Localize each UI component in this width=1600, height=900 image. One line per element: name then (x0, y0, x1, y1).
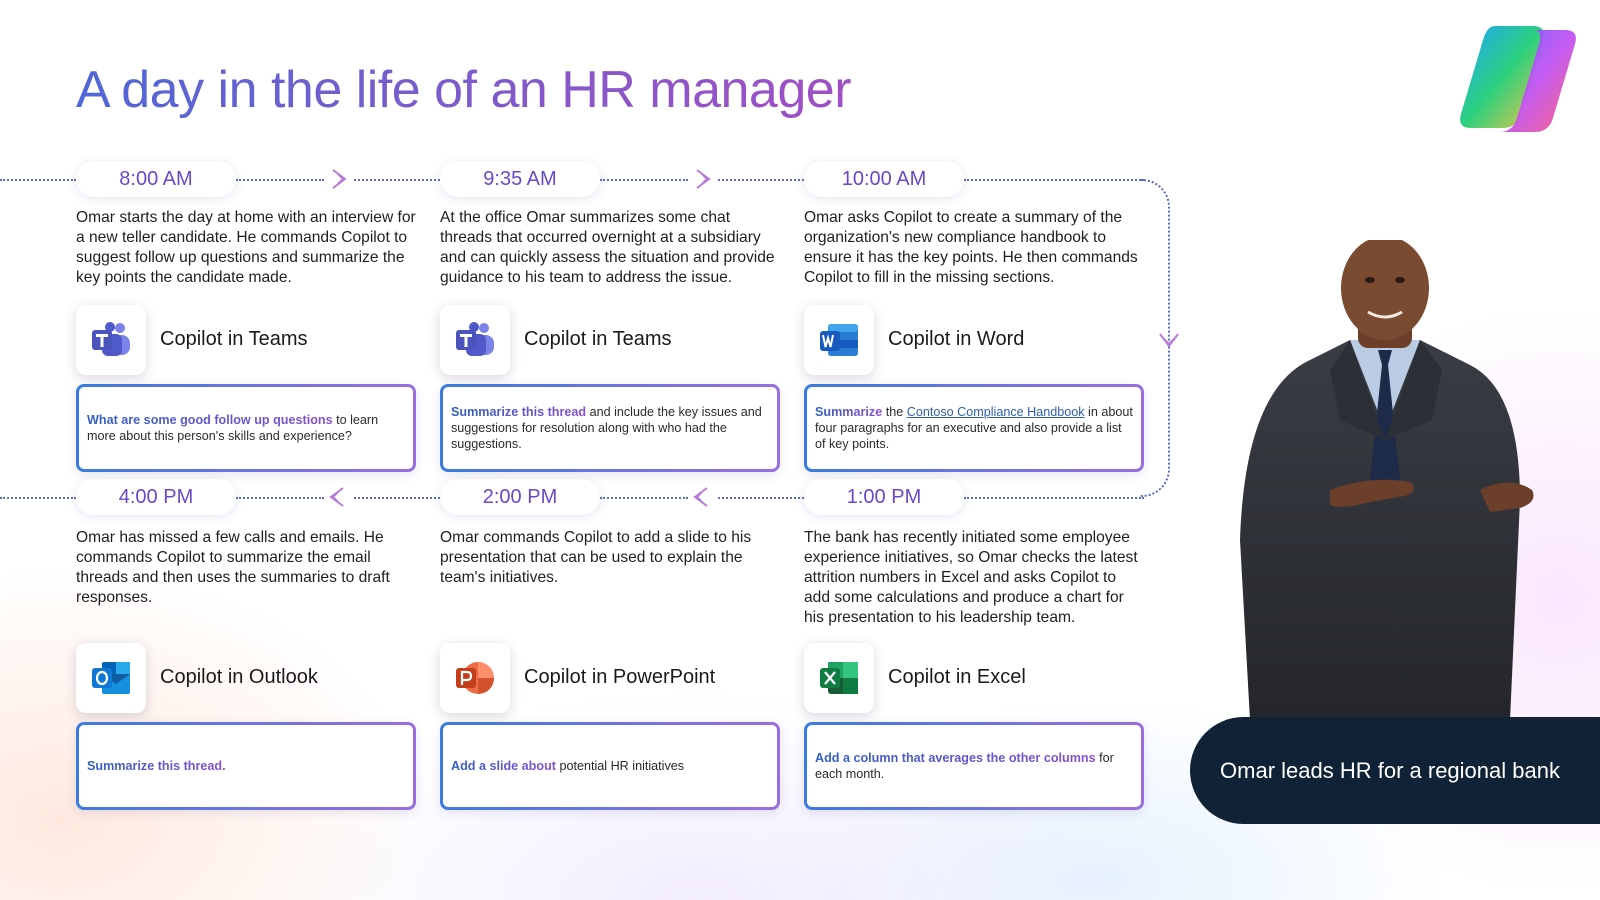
timeline-line (0, 179, 76, 181)
time-pill: 10:00 AM (804, 161, 964, 197)
prompt-highlight: Add a slide about (451, 759, 556, 773)
page-title: A day in the life of an HR manager (76, 61, 852, 119)
time-pill: 2:00 PM (440, 479, 600, 515)
chevron-right-icon (328, 168, 350, 190)
handbook-link[interactable]: Contoso Compliance Handbook (906, 405, 1085, 419)
app-label: Copilot in Teams (524, 328, 672, 350)
prompt-box[interactable] (440, 722, 780, 810)
prompt-box[interactable] (804, 722, 1144, 810)
timeline-line (718, 179, 804, 181)
timeline-line (600, 497, 688, 499)
app-label: Copilot in Excel (888, 666, 1026, 688)
event-description: Omar asks Copilot to create a summary of the organization's new compliance handbook to ensure it has the key points. He then commands Copilot to fill in the missing sections. (804, 209, 1138, 286)
banner-text: Omar leads HR for a regional bank (1220, 757, 1560, 783)
chevron-left-icon (326, 486, 348, 508)
caption-banner (1190, 717, 1600, 824)
app-label: Copilot in Outlook (160, 666, 318, 688)
prompt-highlight: Add a column that averages the other columns (815, 751, 1096, 765)
prompt-highlight: Summarize this thread. (87, 759, 226, 773)
timeline-line (354, 497, 440, 499)
event-description: Omar commands Copilot to add a slide to his presentation that can be used to explain the team's initiatives. (440, 529, 752, 586)
event-description: At the office Omar summarizes some chat threads that occurred overnight at a subsidiary and can quickly assess the situation and provide guidance to his team to address the issue. (440, 209, 775, 286)
prompt-box[interactable] (804, 384, 1144, 472)
teams-icon (454, 322, 496, 358)
chevron-left-icon (690, 486, 712, 508)
app-tile (440, 305, 510, 375)
event-description: Omar has missed a few calls and emails. He commands Copilot to summarize the email threads and then uses the summaries to draft responses. (76, 529, 390, 606)
prompt-highlight: Summarize (815, 405, 883, 419)
prompt-highlight: What are some good follow up questions (87, 413, 333, 427)
timeline-line (0, 497, 76, 499)
app-tile (804, 643, 874, 713)
prompt-text: potential HR initiatives (555, 759, 685, 773)
prompt-text: in about four paragraphs for an executive and also provide a list of key points. (815, 405, 1133, 451)
word-icon (818, 322, 860, 358)
copilot-logo-icon (1455, 22, 1581, 134)
prompt-text: and include the key issues and suggestions for resolution along with who had the suggestions. (451, 405, 762, 451)
app-tile (76, 305, 146, 375)
event-description: Omar starts the day at home with an interview for a new teller candidate. He commands Copilot to suggest follow up questions and summarize the key points the candidate made. (76, 209, 416, 286)
prompt-box[interactable] (76, 384, 416, 472)
timeline-line (964, 497, 1144, 499)
prompt-text: for each month. (815, 751, 1114, 781)
person-photo (1220, 240, 1560, 720)
time-pill: 8:00 AM (76, 161, 236, 197)
timeline-line (236, 179, 324, 181)
prompt-box[interactable] (76, 722, 416, 810)
prompt-highlight: Summarize this thread (451, 405, 587, 419)
teams-icon (90, 322, 132, 358)
time-pill: 1:00 PM (804, 479, 964, 515)
prompt-box[interactable] (440, 384, 780, 472)
time-pill: 4:00 PM (76, 479, 236, 515)
timeline-line (236, 497, 324, 499)
app-tile (76, 643, 146, 713)
chevron-right-icon (692, 168, 714, 190)
chevron-down-icon (1158, 329, 1180, 351)
timeline-line (600, 179, 688, 181)
prompt-text: to learn more about this person's skills and experience? (87, 413, 379, 443)
outlook-icon (90, 660, 132, 696)
timeline-line (354, 179, 440, 181)
app-label: Copilot in Word (888, 328, 1025, 350)
event-description: The bank has recently initiated some employee experience initiatives, so Omar checks the latest attrition numbers in Excel and asks Copilot to add some calculations and produce a chart for his presentation to his leadership team. (804, 529, 1138, 626)
timeline-line (964, 179, 1144, 181)
app-tile (804, 305, 874, 375)
app-label: Copilot in Teams (160, 328, 308, 350)
app-label: Copilot in PowerPoint (524, 666, 716, 688)
app-tile (440, 643, 510, 713)
powerpoint-icon (454, 660, 496, 696)
prompt-text: the (882, 405, 907, 419)
excel-icon (818, 660, 860, 696)
time-pill: 9:35 AM (440, 161, 600, 197)
timeline-line (718, 497, 804, 499)
